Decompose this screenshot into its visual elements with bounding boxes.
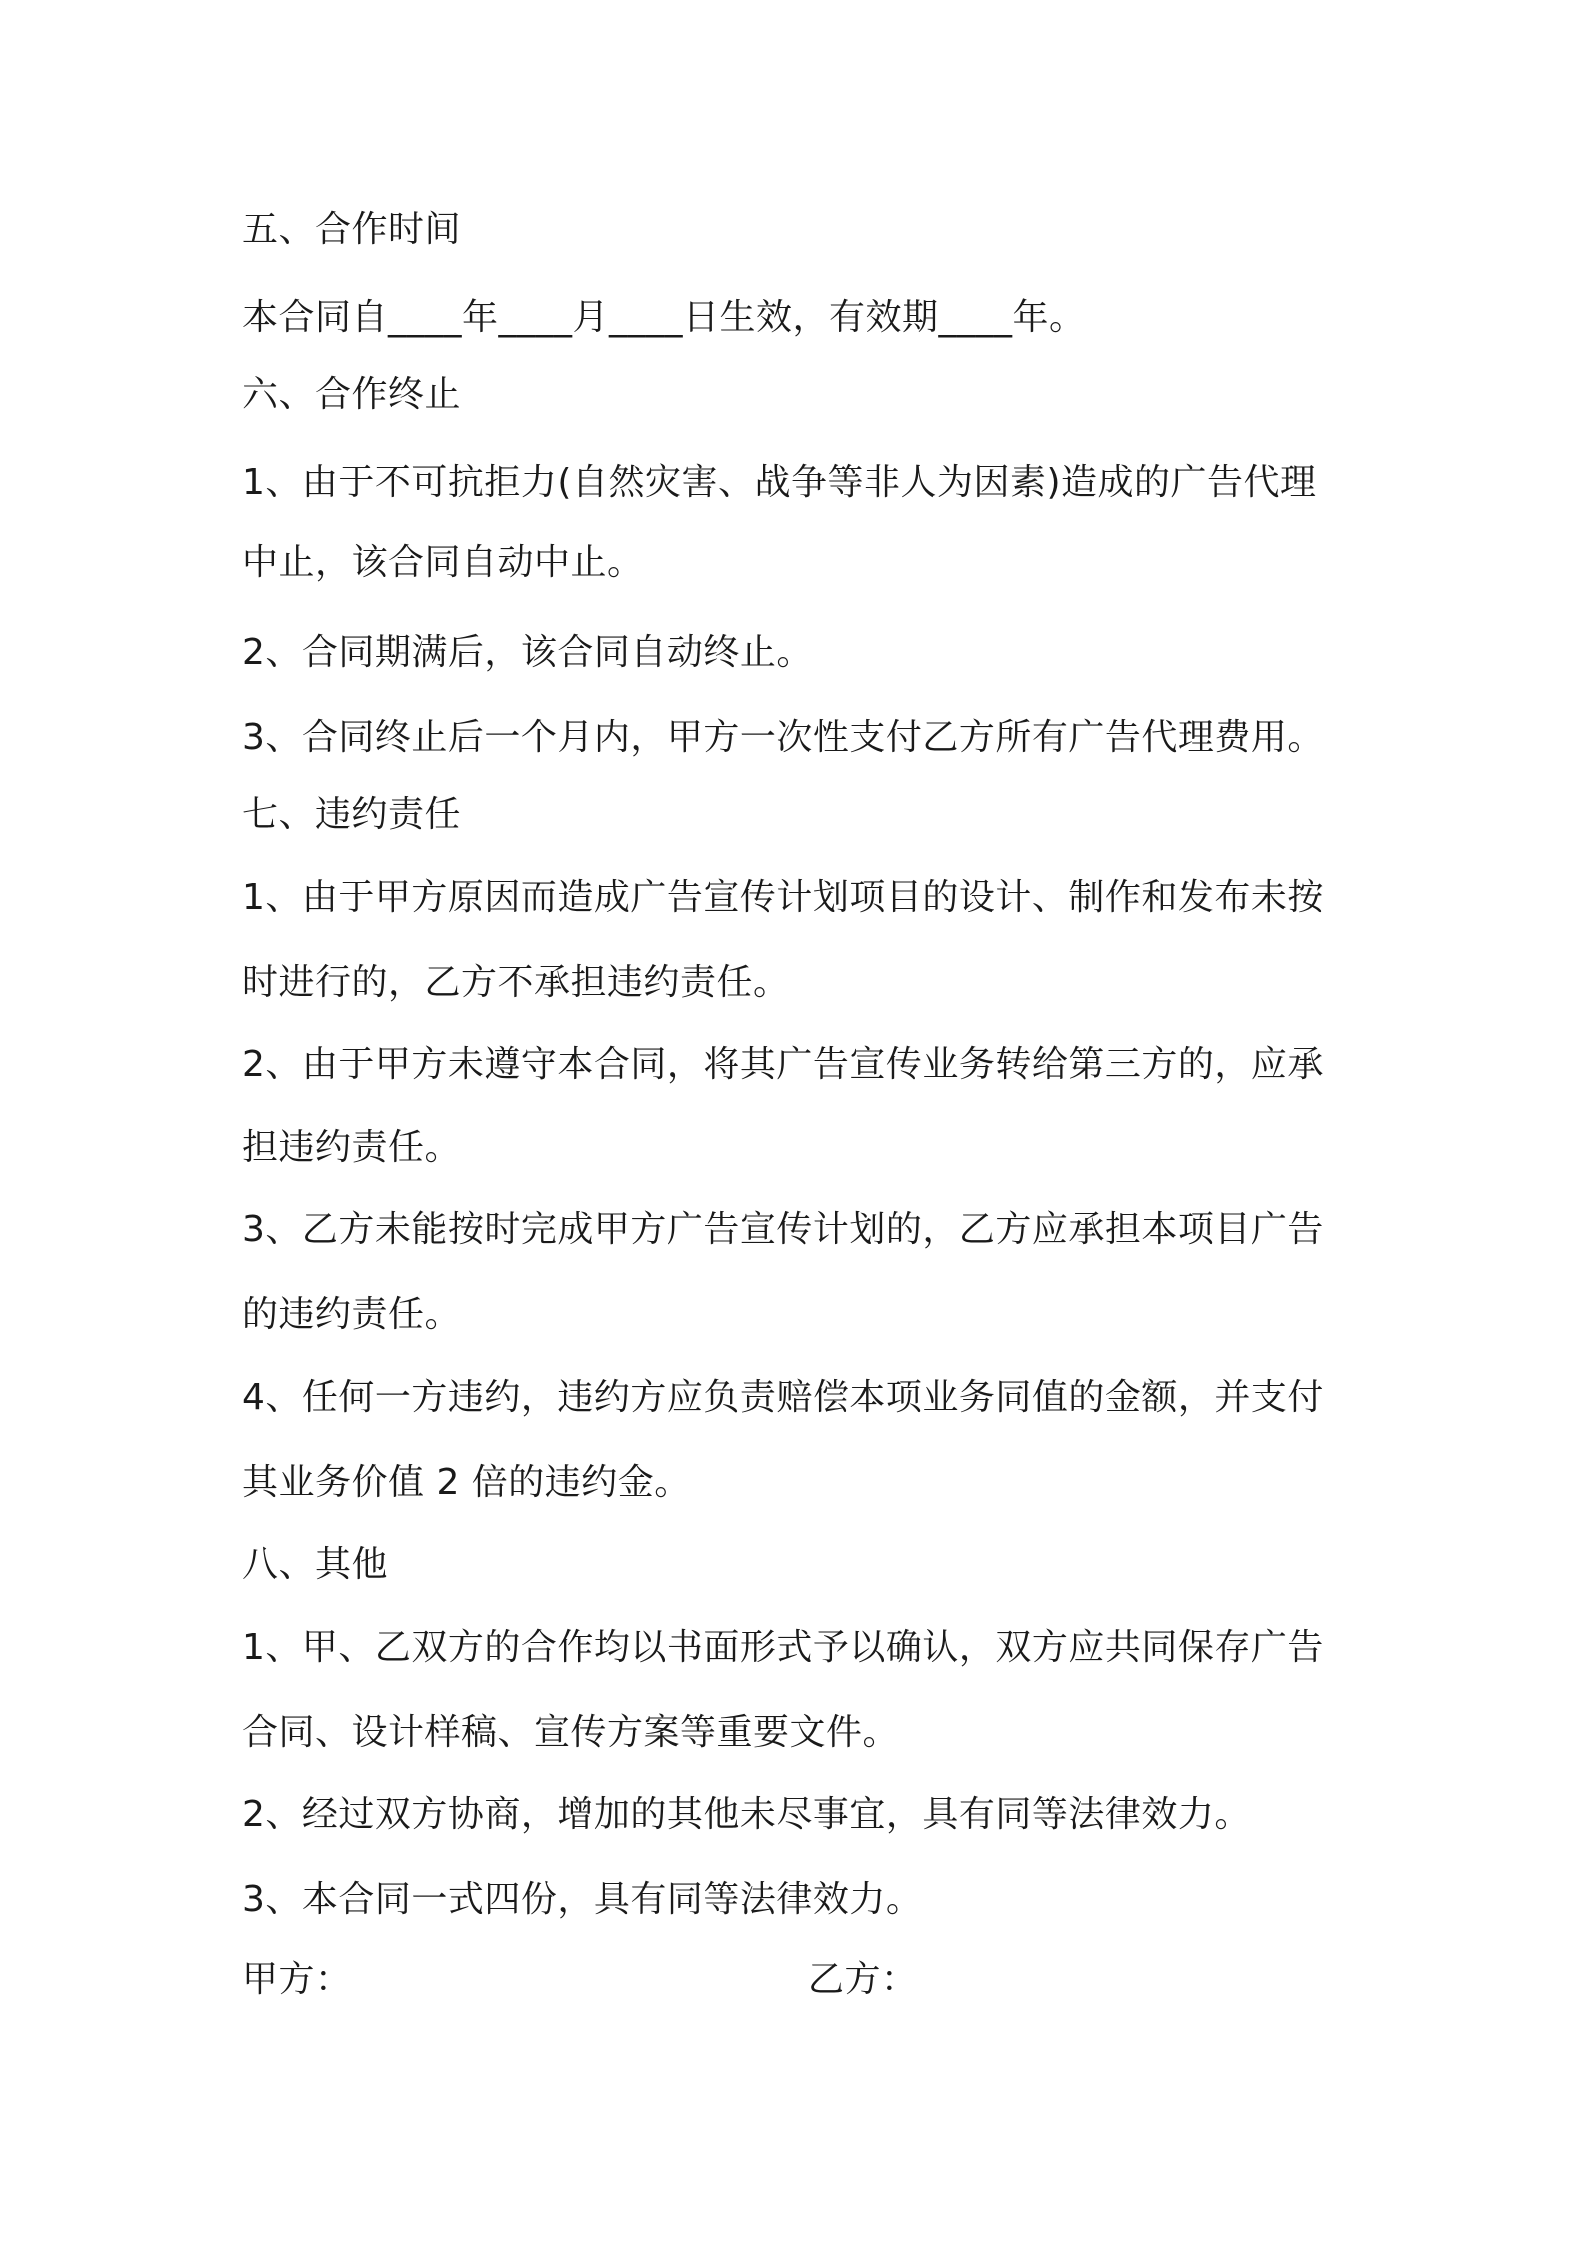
section-7-item-4-line-1: 4、任何一方违约，违约方应负责赔偿本项业务同值的金额，并支付 (242, 1377, 1324, 1418)
section-7-item-2-line-1: 2、由于甲方未遵守本合同，将其广告宣传业务转给第三方的，应承 (242, 1044, 1324, 1085)
section-8-item-1-line-1: 1、甲、乙双方的合作均以书面形式予以确认，双方应共同保存广告 (242, 1627, 1324, 1668)
section-6-item-1-line-2: 中止，该合同自动中止。 (242, 542, 644, 583)
section-7-item-4-line-2: 其业务价值 2 倍的违约金。 (242, 1462, 691, 1503)
section-7-item-1-line-2: 时进行的，乙方不承担违约责任。 (242, 962, 790, 1003)
section-5-text: 本合同自____年____月____日生效，有效期____年。 (242, 297, 1086, 338)
section-7-item-2-line-2: 担违约责任。 (242, 1127, 462, 1168)
section-7-item-3-line-2: 的违约责任。 (242, 1294, 462, 1335)
section-8-heading: 八、其他 (242, 1544, 389, 1585)
section-8-item-3: 3、本合同一式四份，具有同等法律效力。 (242, 1879, 923, 1920)
party-b-signature-label: 乙方： (808, 1959, 918, 2000)
section-5-heading: 五、合作时间 (242, 209, 462, 250)
section-6-item-1-line-1: 1、由于不可抗拒力(自然灾害、战争等非人为因素)造成的广告代理 (242, 462, 1317, 503)
section-7-item-1-line-1: 1、由于甲方原因而造成广告宣传计划项目的设计、制作和发布未按 (242, 877, 1324, 918)
section-7-heading: 七、违约责任 (242, 794, 462, 835)
section-6-item-3: 3、合同终止后一个月内，甲方一次性支付乙方所有广告代理费用。 (242, 717, 1324, 758)
section-6-item-2: 2、合同期满后，该合同自动终止。 (242, 632, 813, 673)
section-8-item-1-line-2: 合同、设计样稿、宣传方案等重要文件。 (242, 1712, 900, 1753)
section-6-heading: 六、合作终止 (242, 374, 462, 415)
section-7-item-3-line-1: 3、乙方未能按时完成甲方广告宣传计划的，乙方应承担本项目广告 (242, 1209, 1324, 1250)
party-a-signature-label: 甲方： (242, 1959, 352, 2000)
section-8-item-2: 2、经过双方协商，增加的其他未尽事宜，具有同等法律效力。 (242, 1794, 1251, 1835)
